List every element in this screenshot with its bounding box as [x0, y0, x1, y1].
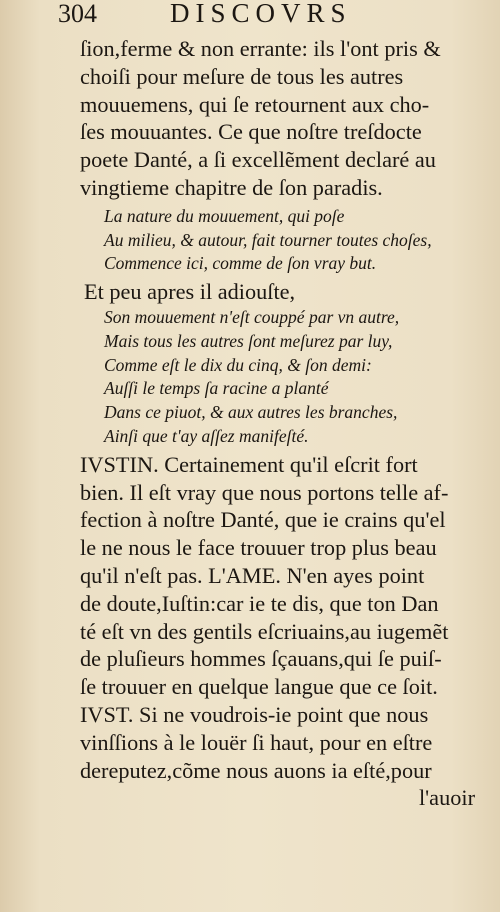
text-line: qu'il n'eſt pas. L'AME. N'en ayes point	[80, 562, 425, 588]
text-line: vinſſions à le louër ſi haut, pour en eſtre	[80, 729, 433, 755]
transition-line: Et peu apres il adiouſte,	[84, 279, 296, 305]
text-line: de doute,Iuſtin:car ie te dis, que ton Dan	[80, 590, 439, 616]
verse-line: Ainſi que t'ay aſſez manifeſté.	[104, 425, 309, 446]
text-line: le ne nous le face trouuer trop plus beau	[80, 535, 437, 561]
text-line: bien. Il eſt vray que nous portons telle af-	[80, 479, 449, 505]
verse-line: Commence ici, comme de ſon vray but.	[104, 253, 377, 274]
text-line: poete Danté, a ſi excellẽment declaré au	[80, 147, 436, 173]
catchword: l'auoir	[418, 785, 475, 811]
text-line: fection à noſtre Danté, que ie crains qu'el	[80, 507, 446, 533]
text-line: IVST. Si ne voudrois-ie point que nous	[80, 701, 429, 727]
running-head: DISCOVRS	[170, 0, 352, 28]
text-line: IVSTIN. Certainement qu'il eſcrit fort	[80, 451, 418, 477]
text-line: choiſi pour meſure de tous les autres	[80, 63, 404, 89]
verse-line: Comme eſt le dix du cinq, & ſon demi:	[104, 354, 372, 375]
text-block	[80, 35, 475, 812]
text-line: vingtieme chapitre de ſon paradis.	[80, 174, 383, 200]
text-line: dereputez,cõme nous auons ia eſté,pour	[80, 757, 432, 783]
text-line: té eſt vn des gentils eſcriuains,au iugemẽt	[80, 618, 449, 644]
verse-line: Auſſi le temps ſa racine a planté	[104, 378, 329, 399]
text-line: de pluſieurs hommes ſçauans,qui ſe puiſ-	[80, 646, 442, 672]
page-number: 304	[58, 0, 97, 28]
verse-line: Son mouuement n'eſt couppé par vn autre,	[104, 306, 400, 327]
page-header	[58, 0, 478, 30]
verse-line: Au milieu, & autour, fait tourner toutes choſes,	[104, 229, 432, 250]
text-line: ſes mouuantes. Ce que noſtre treſdocte	[80, 119, 422, 145]
verse-line: Dans ce piuot, & aux autres les branches,	[104, 402, 398, 423]
text-line: mouuemens, qui ſe retournent aux cho-	[80, 91, 430, 117]
verse-line: Mais tous les autres ſont meſurez par luy,	[104, 330, 393, 351]
verse-line: La nature du mouuement, qui poſe	[104, 205, 345, 226]
text-line: ſion,ferme & non errante: ils l'ont pris &	[80, 36, 441, 61]
text-line: ſe trouuer en quelque langue que ce ſoit.	[80, 674, 438, 700]
